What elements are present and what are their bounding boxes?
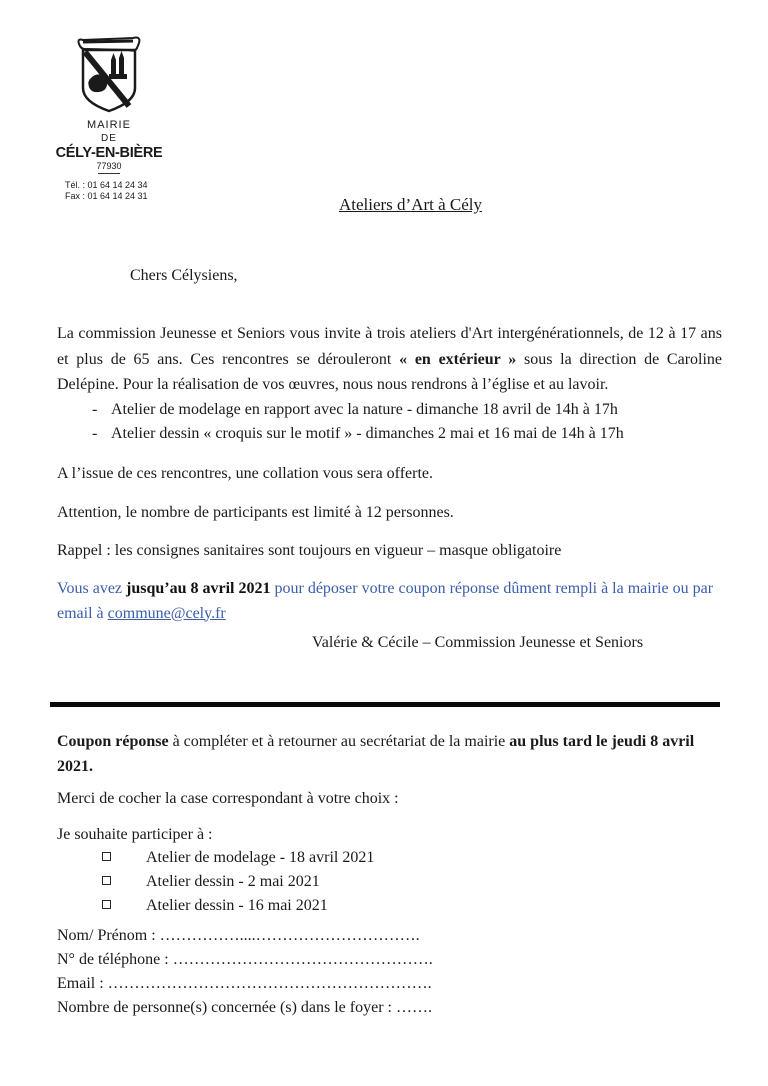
coat-of-arms-icon (71, 36, 147, 116)
coupon-instruction: Merci de cocher la case correspondant à votre choix : (57, 789, 399, 807)
email-field-line: Email : ……………………………………………………. (57, 974, 432, 992)
option-label: Atelier dessin - 16 mai 2021 (146, 896, 328, 914)
collation-line: A l’issue de ces rencontres, une collation vous sera offerte. (57, 464, 434, 482)
household-count-field-line: Nombre de personne(s) concernée (s) dans le foyer : ……. (57, 998, 432, 1016)
letterhead (53, 36, 165, 202)
bullet-dash: - (92, 424, 98, 442)
workshop-item (57, 422, 722, 446)
intro-part1: La commission Jeunesse et Seniors vous invite à trois ateliers d'Art intergénérationnels, de 12 à 17 ans et plus de 65 ans. Ces rencontres se dérouleront (57, 325, 722, 368)
coupon-intro (57, 729, 722, 779)
intro-bold: « en extérieur » (399, 350, 517, 368)
option-label: Atelier dessin - 2 mai 2021 (146, 872, 320, 890)
name-field-line: Nom/ Prénom : ……………....…………………………. (57, 926, 420, 944)
letterhead-rule (98, 173, 120, 174)
salutation: Chers Célysiens, (130, 267, 238, 284)
letterhead-de: DE (101, 133, 117, 144)
signature-line: Valérie & Cécile – Commission Jeunesse et Seniors (312, 633, 644, 651)
participate-label: Je souhaite participer à : (57, 825, 213, 843)
deadline-date-bold: jusqu’au 8 avril 2021 (126, 579, 271, 597)
checkbox-dessin-16-mai[interactable] (102, 900, 111, 909)
workshop-item-text: Atelier de modelage en rapport avec la nature - dimanche 18 avril de 14h à 17h (111, 400, 618, 418)
letterhead-org-name: CÉLY-EN-BIÈRE (55, 145, 163, 161)
workshop-list (57, 398, 722, 446)
intro-paragraph (57, 321, 722, 398)
letterhead-fax: Fax : 01 64 14 24 31 (65, 191, 148, 201)
intro-part2: sous la direction de Caroline Delépine. Pour la réalisation de vos œuvres, nous nous rendrons à l’église et au lavoir. (57, 350, 723, 393)
section-divider (50, 702, 720, 707)
checkbox-modelage-18-avril[interactable] (102, 852, 111, 861)
coupon-deadline-bold: au plus tard le jeudi 8 avril 2021. (57, 732, 695, 775)
option-row-modelage (57, 846, 722, 870)
bullet-dash: - (92, 400, 98, 418)
letterhead-tel: Tél. : 01 64 14 24 34 (65, 180, 148, 190)
form-fields (57, 924, 722, 1020)
coupon-intro-text: à compléter et à retourner au secrétariat de la mairie (168, 732, 510, 750)
option-row-dessin-16mai (57, 894, 722, 918)
deadline-paragraph (57, 576, 722, 626)
email-link[interactable]: commune@cely.fr (107, 604, 226, 622)
phone-field-line: N° de téléphone : …………………………………………. (57, 950, 433, 968)
rappel-line: Rappel : les consignes sanitaires sont toujours en vigueur – masque obligatoire (57, 541, 562, 559)
letterhead-postal-code: 77930 (96, 161, 122, 171)
deadline-part2: pour déposer votre coupon réponse dûment rempli à la mairie ou par email à (57, 579, 714, 622)
coupon-title-bold: Coupon réponse (57, 732, 169, 750)
checkbox-dessin-2-mai[interactable] (102, 876, 111, 885)
option-label: Atelier de modelage - 18 avril 2021 (146, 848, 375, 866)
deadline-part1: Vous avez (57, 579, 127, 597)
workshop-item (57, 398, 722, 422)
page-title: Ateliers d’Art à Cély (338, 195, 483, 214)
workshop-item-text: Atelier dessin « croquis sur le motif » - dimanches 2 mai et 16 mai de 14h à 17h (111, 424, 624, 442)
attention-line: Attention, le nombre de participants est limité à 12 personnes. (57, 503, 454, 521)
option-list (57, 846, 722, 918)
option-row-dessin-2mai (57, 870, 722, 894)
letterhead-mairie: MAIRIE (87, 119, 131, 131)
